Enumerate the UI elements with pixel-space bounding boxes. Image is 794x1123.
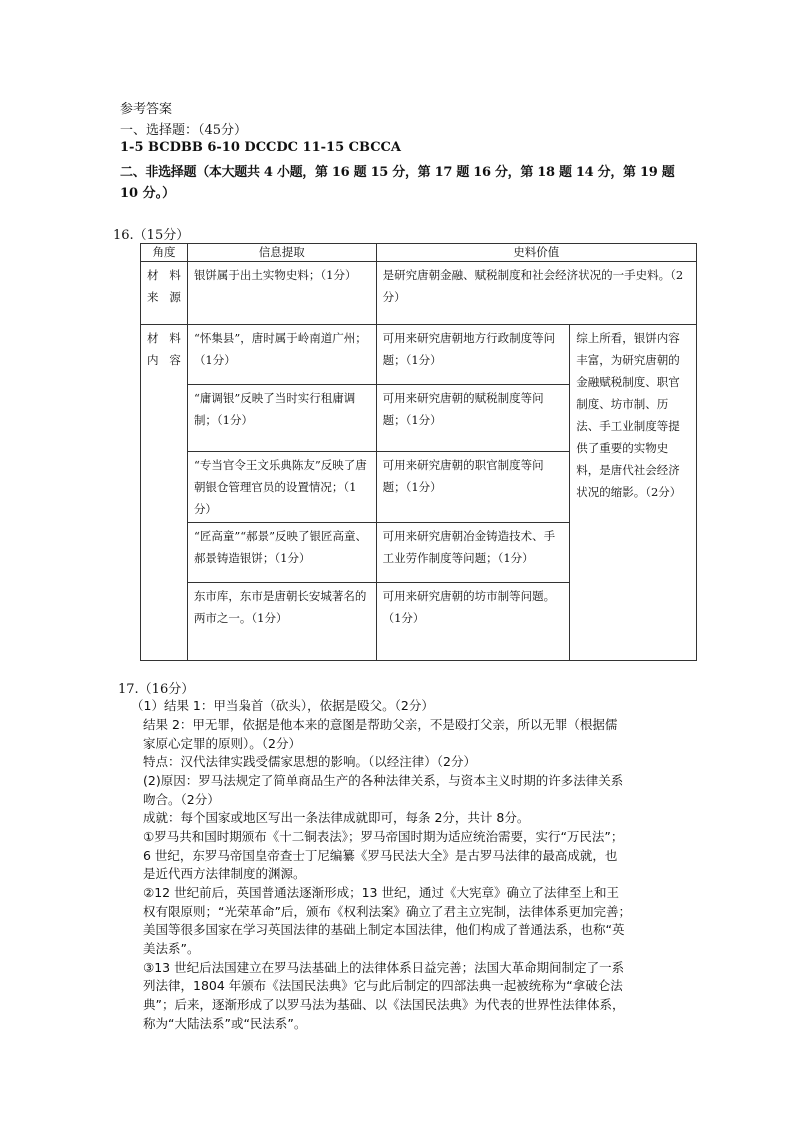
summary-cell: 综上所看，银饼内容丰富，为研究唐朝的金融赋税制度、职官制度、坊市制、历法、手工业制度等提供了重要的实物史料，是唐代社会经济状况的缩影。（2分）: [570, 325, 697, 661]
info-cell: 东市库，东市是唐朝长安城著名的两市之一。（1分）: [187, 583, 376, 661]
table-row: [141, 262, 697, 325]
q17-line: 美国等很多国家在学习英国法律的基础上制定本国法律，他们构成了普通法系，也称“英: [143, 922, 625, 937]
q17-title: 17.（16分）: [118, 682, 195, 697]
q17-line: 称为“大陆法系”或“民法系”。: [143, 1016, 307, 1031]
q17-line: 美法系”。: [143, 941, 200, 956]
value-cell: 可用来研究唐朝的赋税制度等问题；（1分）: [376, 385, 570, 452]
q17-line: ②12 世纪前后，英国普通法逐渐形成；13 世纪，通过《大宪章》确立了法律至上和王: [143, 885, 619, 900]
q17-line: 吻合。（2分）: [143, 792, 220, 807]
value-cell: 是研究唐朝金融、赋税制度和社会经济状况的一手史料。（2分）: [376, 262, 696, 325]
value-cell: 可用来研究唐朝的职官制度等问题；（1分）: [376, 452, 570, 523]
info-cell: “怀集县”，唐时属于岭南道广州；（1分）: [187, 325, 376, 385]
q17-line: ①罗马共和国时期颁布《十二铜表法》；罗马帝国时期为适应统治需要，实行“万民法”；: [143, 829, 624, 844]
heading: 参考答案: [120, 102, 173, 117]
section-2-title: 二、非选择题（本大题共 4 小题，第 16 题 15 分，第 17 题 16 分，第 18 题 14 分，第 19 题: [120, 165, 675, 180]
q17-line: 结果 2：甲无罪，依据是他本来的意图是帮助父亲，不是殴打父亲，所以无罪（根据儒: [143, 717, 618, 732]
info-cell: 银饼属于出土实物史料；（1分）: [187, 262, 376, 325]
q17-line: ③13 世纪后法国建立在罗马法基础上的法律体系日益完善；法国大革命期间制定了一系: [143, 960, 625, 975]
section-1-title: 一、选择题：（45分）: [120, 123, 248, 138]
choice-answers: 1-5 BCDBB 6-10 DCCDC 11-15 CBCCA: [120, 140, 401, 155]
row-label-content: 材料内容: [141, 325, 188, 661]
q17-line: 成就：每个国家或地区写出一条法律成就即可，每条 2分，共计 8分。: [143, 810, 530, 825]
q17-line: (2)原因：罗马法规定了简单商品生产的各种法律关系，与资本主义时期的许多法律关系: [143, 773, 624, 788]
value-cell: 可用来研究唐朝冶金铸造技术、手工业劳作制度等问题；（1分）: [376, 523, 570, 583]
q17-line: 典”；后来，逐渐形成了以罗马法为基础、以《法国民法典》为代表的世界性法律体系，: [143, 997, 625, 1012]
q17-line: （1）结果 1：甲当枭首（砍头），依据是殴父。（2分）: [131, 698, 434, 713]
table-row: [141, 325, 697, 385]
q17-line: 是近代西方法律制度的渊源。: [143, 866, 306, 881]
answer-table: [140, 243, 697, 661]
q17-line: 权有限原则；“光荣革命”后，颁布《权利法案》确立了君主立宪制，法律体系更加完善；: [143, 904, 631, 919]
section-2-title-cont: 10 分。）: [120, 186, 176, 201]
info-cell: “庸调银”反映了当时实行租庸调制；（1分）: [187, 385, 376, 452]
row-label-source: 材料来源: [141, 262, 188, 325]
header-angle: 角度: [141, 244, 188, 262]
info-cell: “匠高童”“郝景”反映了银匠高童、郝景铸造银饼；（1分）: [187, 523, 376, 583]
q17-line: 特点：汉代法律实践受儒家思想的影响。（以经注律）（2分）: [143, 754, 476, 769]
value-cell: 可用来研究唐朝地方行政制度等问题；（1分）: [376, 325, 570, 385]
table-header-row: [141, 244, 697, 262]
value-cell: 可用来研究唐朝的坊市制等问题。（1分）: [376, 583, 570, 661]
info-cell: “专当官令王文乐典陈友”反映了唐朝银仓管理官员的设置情况；（1分）: [187, 452, 376, 523]
header-info: 信息提取: [187, 244, 376, 262]
q17-line: 列法律，1804 年颁布《法国民法典》它与此后制定的四部法典一起被统称为“拿破仑法: [143, 978, 623, 993]
q16-title: 16.（15分）: [113, 228, 190, 243]
header-value: 史料价值: [376, 244, 696, 262]
q17-line: 家原心定罪的原则）。（2分）: [143, 736, 301, 751]
q17-line: 6 世纪，东罗马帝国皇帝查士丁尼编纂《罗马民法大全》是古罗马法律的最高成就，也: [143, 848, 618, 863]
